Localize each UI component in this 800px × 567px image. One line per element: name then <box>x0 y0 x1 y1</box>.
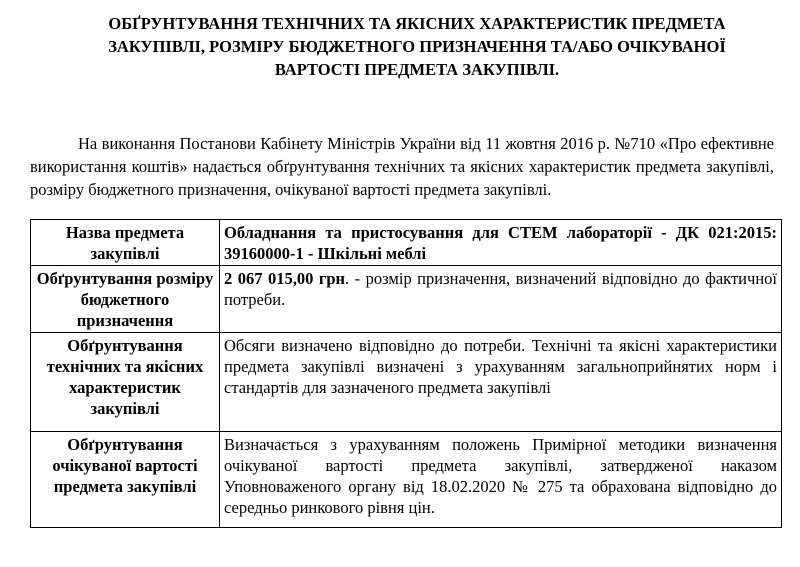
row-value <box>220 266 782 333</box>
intro-paragraph: На виконання Постанови Кабінету Міністрів України від 11 жовтня 2016 р. №710 «Про ефективне використання коштів» надається обґрунтування технічних та якісних характеристик предмета закупівлі, розміру бюджетного призначення, очікуваної вартості предмета закупівлі. <box>30 134 774 199</box>
row-label: Обґрунтування очікуваної вартості предмета закупівлі <box>31 432 220 528</box>
table-row <box>31 432 782 528</box>
table-row <box>31 220 782 266</box>
row-value <box>220 333 782 432</box>
row-value-text: Визначається з урахуванням положень Примірної методики визначення очікуваної вартості предмета закупівлі, затвердженої наказом Уповноваженого органу від 18.02.2020 № 275 та обрахована відповідно до середньо ринкового рівня цін. <box>224 435 777 517</box>
row-value-text: Обсяги визначено відповідно до потреби. Технічні та якісні характеристики предмета закупівлі визначені з урахуванням загальноприйнятих норм і стандартів для зазначеного предмета закупівлі <box>224 336 777 397</box>
title-line: ВАРТОСТІ ПРЕДМЕТА ЗАКУПІВЛІ. <box>274 60 560 79</box>
row-value-bold: Обладнання та пристосування для СТЕМ лабораторії - ДК 021:2015: 39160000-1 - Шкільні меблі <box>224 223 777 263</box>
row-label: Обґрунтування технічних та якісних характеристик закупівлі <box>31 333 220 432</box>
title-line: ЗАКУПІВЛІ, РОЗМІРУ БЮДЖЕТНОГО ПРИЗНАЧЕННЯ ТА/АБО ОЧІКУВАНОЇ <box>108 37 726 56</box>
row-label: Обґрунтування розміру бюджетного призначення <box>31 266 220 333</box>
document-title <box>30 12 800 81</box>
row-label: Назва предмета закупівлі <box>31 220 220 266</box>
row-value <box>220 432 782 528</box>
justification-table <box>30 219 782 528</box>
table-row <box>31 333 782 432</box>
title-line: ОБҐРУНТУВАННЯ ТЕХНІЧНИХ ТА ЯКІСНИХ ХАРАКТЕРИСТИК ПРЕДМЕТА <box>108 14 726 33</box>
row-value-text: . - розмір призначення, визначений відповідно до фактичної потреби. <box>224 269 777 309</box>
row-value-bold: 2 067 015,00 грн <box>224 269 346 288</box>
row-value <box>220 220 782 266</box>
table-row <box>31 266 782 333</box>
